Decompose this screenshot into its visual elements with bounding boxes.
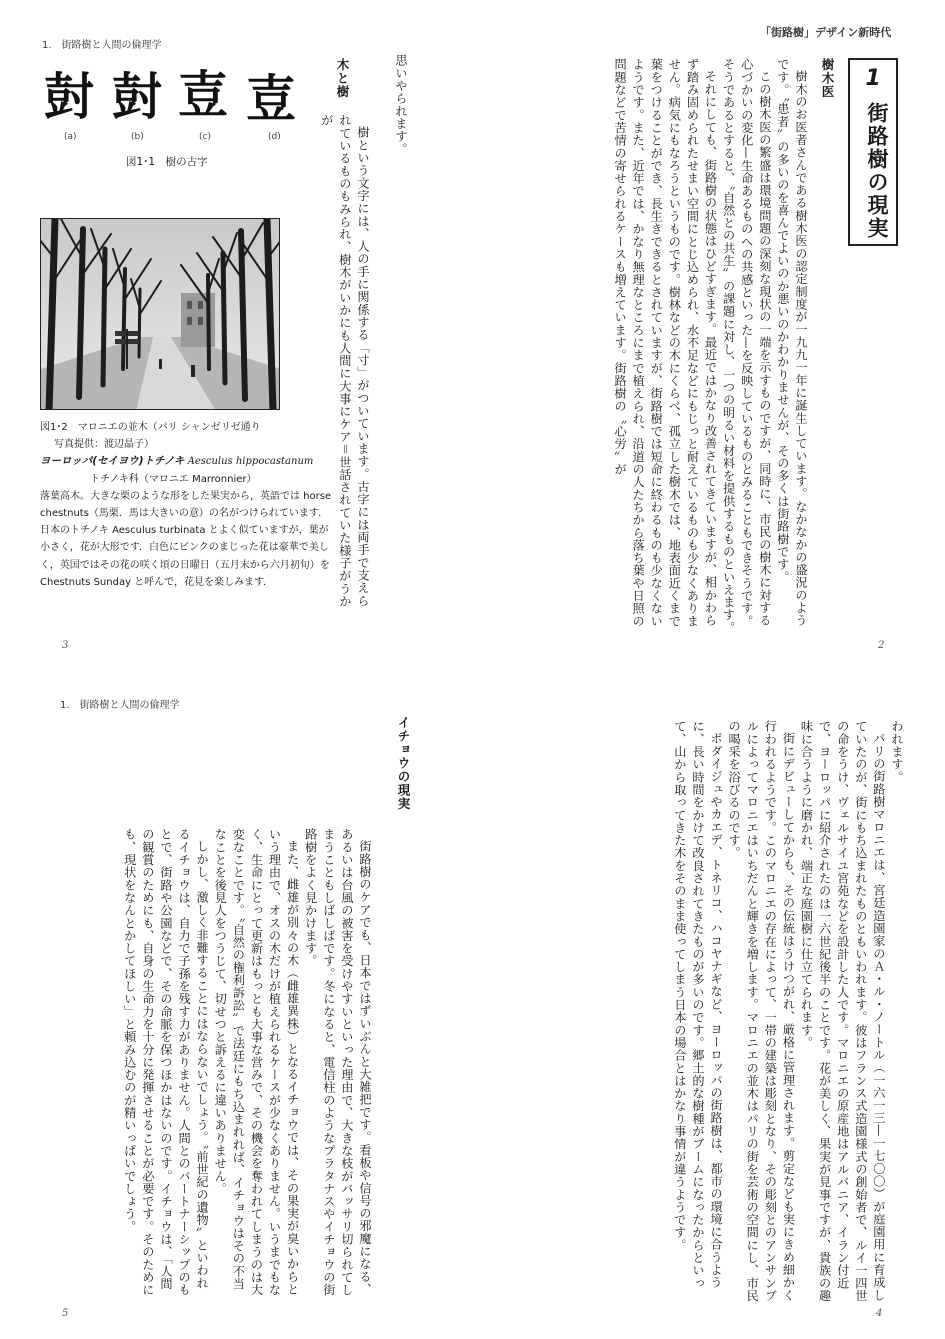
ancient-glyph-a: 尌	[44, 67, 94, 126]
subhead-ki-to-ju: 木と樹	[335, 58, 350, 99]
glyph-label-c: (c)	[199, 132, 211, 142]
glyph-label-d: (d)	[268, 132, 281, 142]
figure-1-1-caption: 図1･1 樹の古字	[126, 156, 208, 168]
marronnier-avenue-photo	[40, 218, 280, 410]
page5-paragraph: しかし、激しく非難することにはならないでしょう。〝前世紀の遺物〟といわれるイチョウは、自力で子孫を残す力がありません。人間とのパートナーシップのもとで、街路や公園などで、その命脈を保つほかはないのです。イチョウは、「人間の観賞のためにも、自身の生命力を十分に発揮させることが必要です。そのためにも、現状をなんとかしてほしい」と頼み込むのが精いっぱいでしょう。	[122, 828, 210, 1297]
page4-body	[580, 720, 906, 1304]
page2-paragraph: 樹木のお医者さんである樹木医の認定制度が一九九一年に誕生しています。なかなかの盛況のようです。〝患者〟の多いのを喜んでよいのか悪いのかわかりませんが、その多くは街路樹です。	[775, 58, 808, 627]
running-head-left-bottom: 1. 街路樹と人間の倫理学	[60, 700, 180, 711]
running-head-right-top: 「街路樹」デザイン新時代	[760, 26, 892, 39]
page4-paragraph: ボダイジュやカエデ、トネリコ、ハコヤナギなど、ヨーロッパの街路樹は、都市の環境に合うように、長い時間をかけて改良されてきたものが多いのです。郷土的な樹種がブームになったからといって、山から取ってきた木をそのまま使ってしまう日本の場合とはかなり事情が違うようです。	[672, 720, 724, 1290]
species-name: ヨーロッパ(セイヨウ)トチノキ	[40, 455, 185, 468]
species-heading	[40, 453, 332, 470]
page5-paragraph: また、雌雄が別々の木（雌雄異株）となるイチョウでは、その果実が臭いからという理由で、オスの木だけが植えられるケースが少なくありません。いうまでもなく、生命にとって更新はもっとも大事な営みで、その機会を奪われてしまうのは大変なことです。〝自然の権利訴訟〟で法廷にもち込まれれば、イチョウはその不当なことを後見人をつうじて、切せつと訴えるに違いありません。	[213, 828, 300, 1297]
ancient-glyph-d: 壴	[246, 69, 296, 128]
figure-1-2-caption: 図1･2 マロニエの並木（パリ シャンゼリゼ通り	[40, 422, 261, 433]
page2-paragraph: それにしても、街路樹の状態はひどすぎます。最近ではかなり改善されてきていますが、相かわらず踏み固められたせまい空間にとじ込められ、水不足などにもじっと耐えているものも少なくありません。病気にもなろうというものです。樹林などの木にくらべ、孤立した樹木では、地表面近くまで葉をつけることができ、長生きできるとされていますが、街路樹では短命に終わるものも少なくないようです。また、近年では、かなり無理なところにまで植えられ、沿道の人たちから落ち葉や日照の問題などで苦情の寄せられるケースも増えています。街路樹の〝心労〟が	[613, 58, 718, 628]
figure-1-2-caption-block	[40, 419, 332, 591]
section-title: 街路樹の現実	[865, 102, 889, 240]
species-family: トチノキ科（マロニエ Marronnier）	[90, 473, 257, 485]
page-number-2: 2	[878, 640, 885, 651]
page4-paragraph: パリの街路樹マロニエは、宮廷造園家のＡ・ル・ノートル（一六一三—一七〇〇）が庭園用に育成していたのが、街にもち込まれたものともいわれます。彼はフランス式造園様式の創始者で、ルイ一四世の命をうけ、ヴェルサイユ宮苑などを設計した人です。マロニエの原産地はアルバニア、イラン付近で、ヨーロッパに紹介されたのは一六世紀後半のことです。花が美しく、果実が見事ですが、貴族の趣味に合うように磨かれ、端正な庭園樹に仕立てられます。	[799, 720, 886, 1302]
section-heading-box	[848, 58, 898, 246]
page2-paragraph: この樹木医の繁盛は環境問題の深刻な現状の一端を示すものですが、同時に、市民の樹木に対する心づかいの変化—生命あるものへの共感といった—を反映しているものとみることもできそうです。そうであるとすると、〝自然との共生〟の課題に対し、一つの明るい材料を提供するものといえます。	[721, 58, 772, 634]
glyph-label-b: (b)	[131, 132, 144, 142]
ancient-glyph-c: 壴	[178, 65, 228, 124]
subhead-jumokui: 樹木医	[820, 58, 835, 99]
page5-body	[92, 828, 374, 1302]
species-description: 落葉高木。大きな栗のような形をした果実から，英語では horse chestnuts（馬栗．馬は大きいの意）の名がつけられています．日本のトチノキ Aesculus turbinata とよく似ていますが，葉が小さく，花が大形です．白色にピンクのまじった花は豪華で美しく，英国ではその花の咲く頃の日曜日（五月末から六月初旬）を Chestnuts Sunday と呼んで，花見を楽しみます．	[40, 490, 332, 588]
page-number-4: 4	[876, 1308, 883, 1319]
page4-paragraph: 街にデビューしてからも、その伝統はうけつがれ、厳格に管理されます。剪定なども実にきめ細かく行われるようです。このマロニエの存在によって、一帯の建築は彫刻となり、その彫刻とのアンサンブルによってマロニエはいちだんと輝きを増します。マロニエの並木はパリの街を芸術の空間にし、市民の喝采を浴びるのです。	[727, 720, 796, 1302]
photo-credit: 写真提供：渡辺晶子）	[54, 439, 154, 451]
subhead-icho-no-genjitsu: イチョウの現実	[396, 716, 411, 811]
running-head-left-top: 1. 街路樹と人間の倫理学	[42, 40, 162, 51]
page2-body	[520, 58, 810, 638]
page4-paragraph: われます。	[890, 720, 904, 784]
page3-body: 樹という文字には、人の手に関係する「寸」がついています。古字には両手で支えられているものもみられ、樹木がいかにも人間に大事にケア＝世話されていた様子がうかが	[319, 114, 370, 608]
ancient-glyph-b: 尌	[112, 67, 162, 126]
glyph-label-a: (a)	[64, 132, 77, 142]
page3-lead-line: 思いやられます。	[394, 54, 408, 156]
species-latin-name: Aesculus hippocastanum	[187, 456, 314, 468]
page-number-3: 3	[62, 640, 69, 651]
section-number: 1	[865, 66, 881, 91]
page5-paragraph: 街路樹のケアでも、日本ではずいぶんと大雑把です。看板や信号の邪魔になる、あるいは台風の被害を受けやすいといった理由で、大きな枝がバッサリ切られてしまうこともしばしばです。冬になると、電信柱のようなプラタナスやイチョウの街路樹をよく見かけます。	[303, 828, 372, 1297]
page5-body-top	[378, 828, 402, 1302]
page-number-5: 5	[62, 1308, 69, 1319]
